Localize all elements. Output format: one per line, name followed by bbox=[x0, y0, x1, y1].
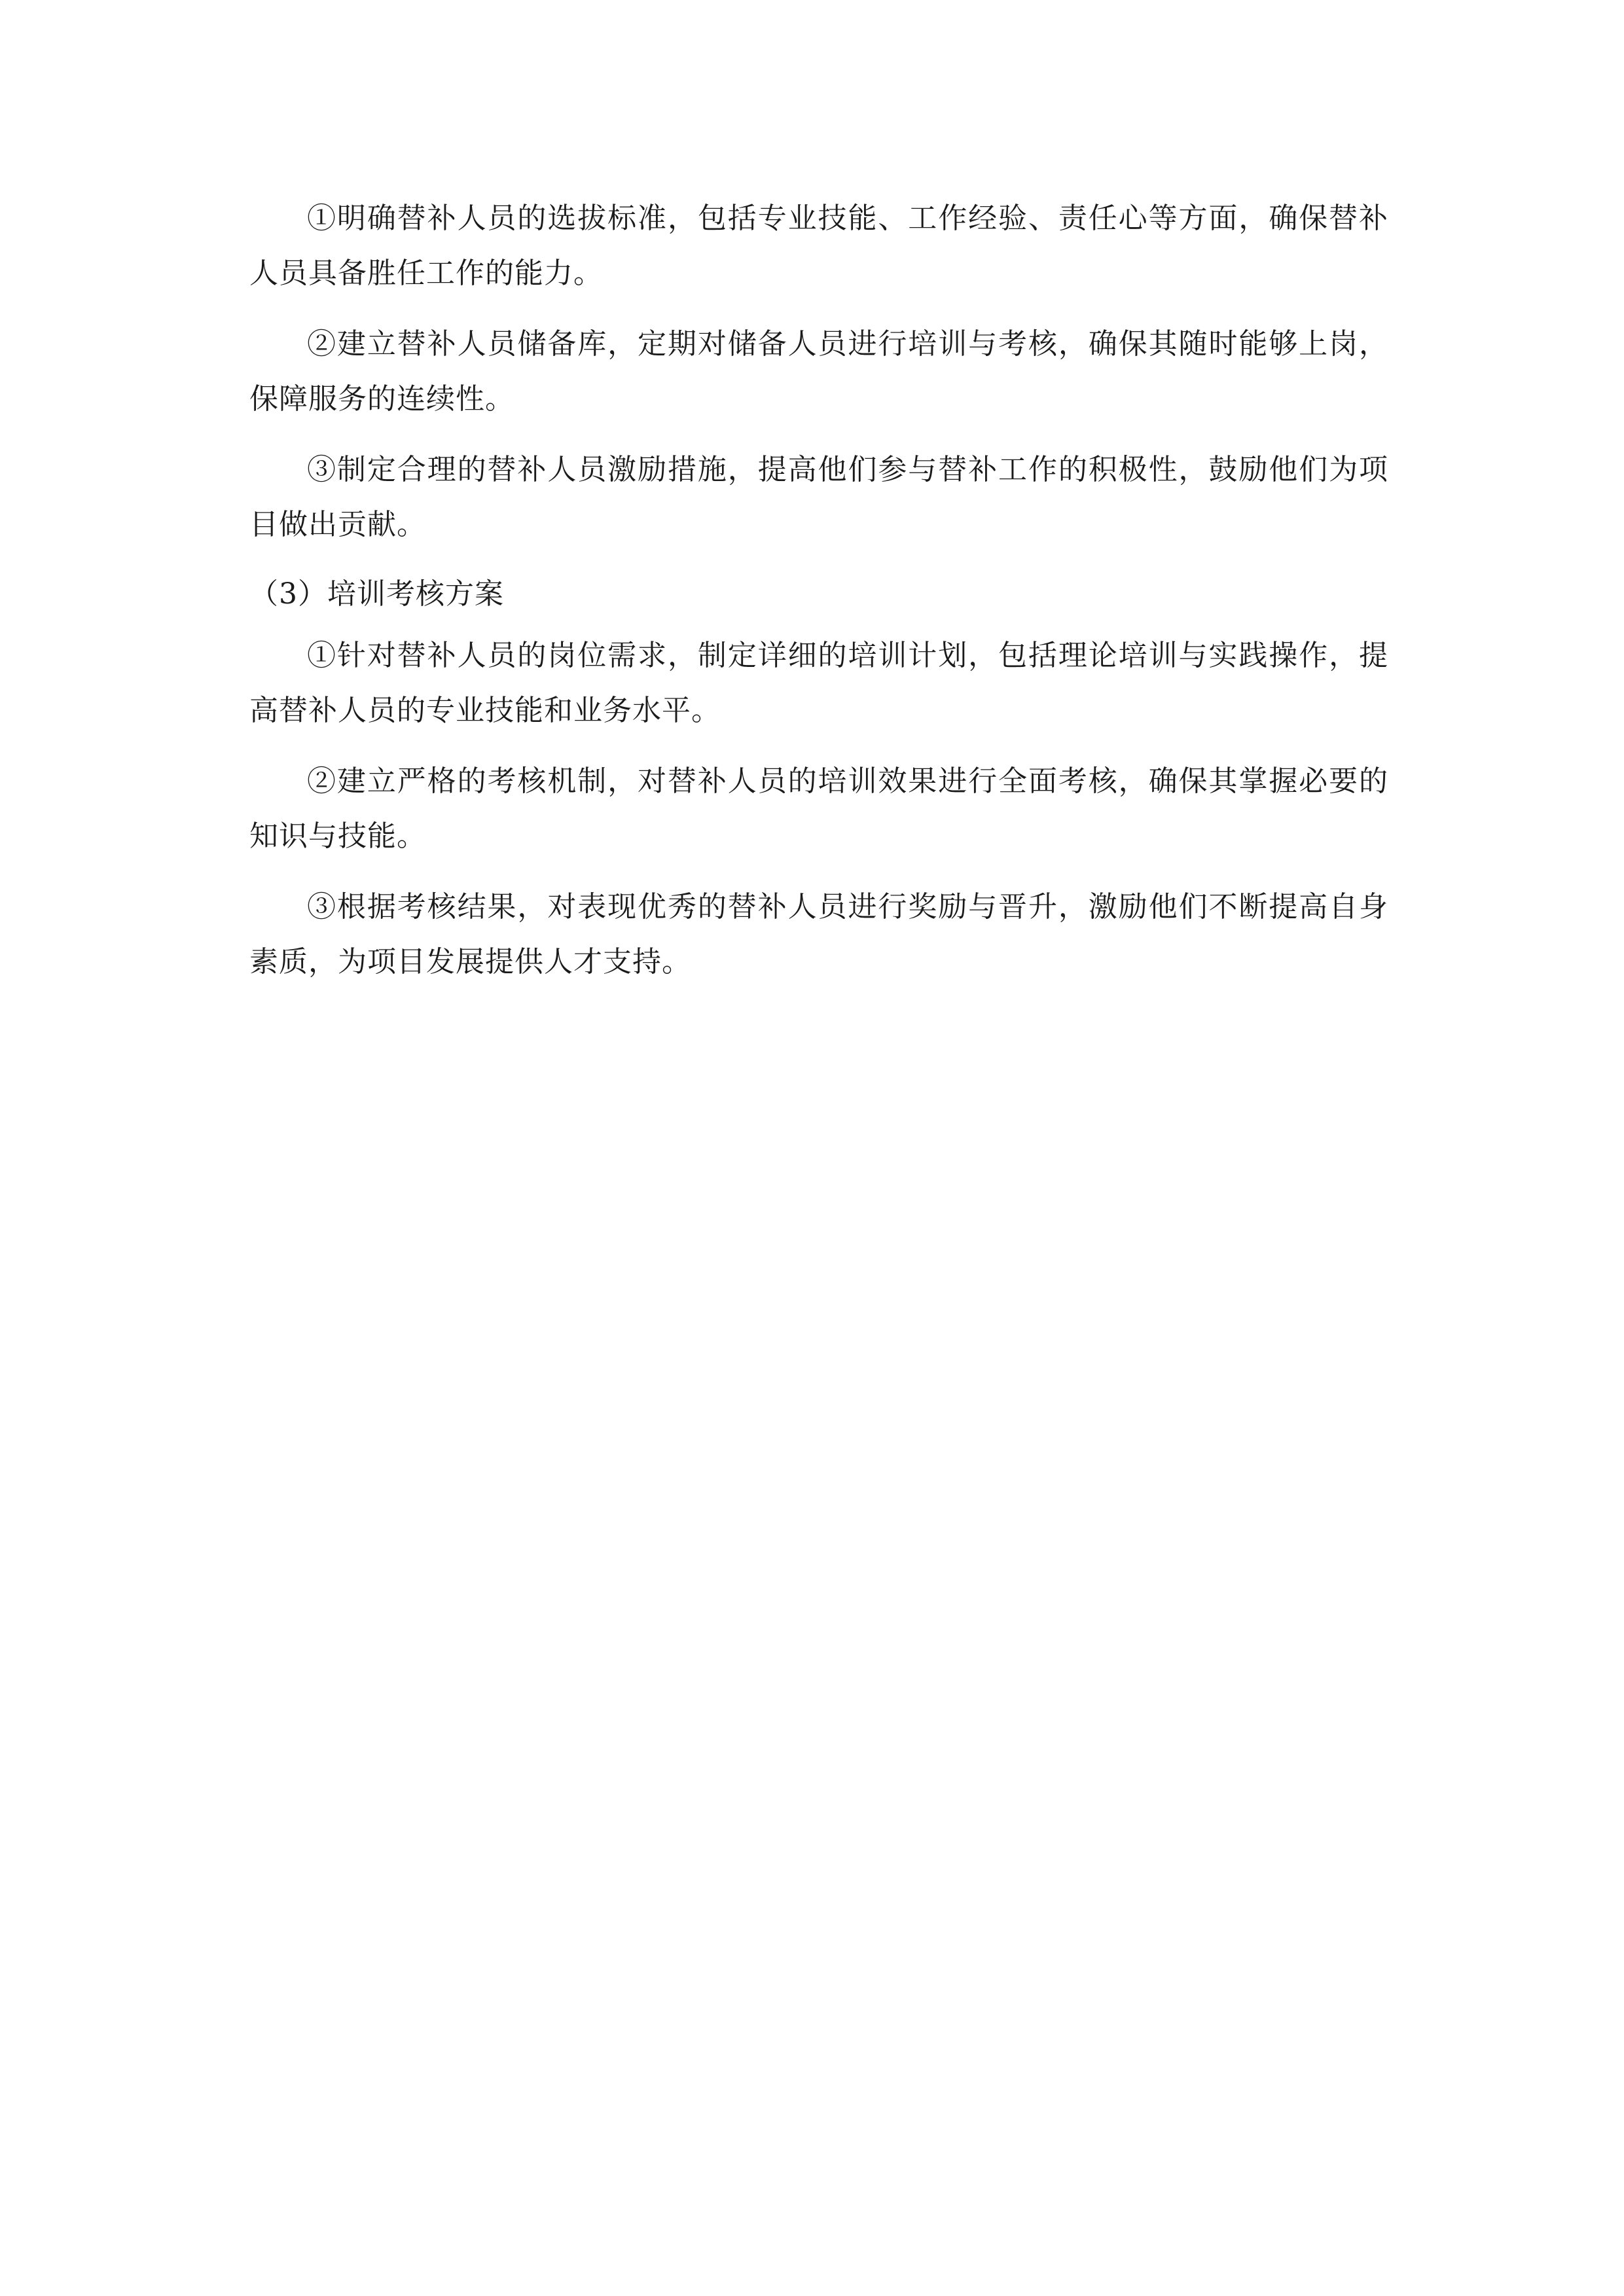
paragraph-assessment-mechanism: ②建立严格的考核机制，对替补人员的培训效果进行全面考核，确保其掌握必要的知识与技能。 bbox=[249, 764, 1388, 853]
paragraph-training-plan: ①针对替补人员的岗位需求，制定详细的培训计划，包括理论培训与实践操作，提高替补人员的专业技能和业务水平。 bbox=[249, 639, 1388, 727]
paragraph-incentive-measures: ③制定合理的替补人员激励措施，提高他们参与替补工作的积极性，鼓励他们为项目做出贡献。 bbox=[249, 453, 1388, 541]
paragraph-reserve-pool: ②建立替补人员储备库，定期对储备人员进行培训与考核，确保其随时能够上岗，保障服务的连续性。 bbox=[249, 327, 1388, 416]
section-heading-training: （3）培训考核方案 bbox=[249, 577, 504, 611]
document-body bbox=[249, 191, 1388, 1005]
paragraph-reward-promotion: ③根据考核结果，对表现优秀的替补人员进行奖励与晋升，激励他们不断提高自身素质，为项目发展提供人才支持。 bbox=[249, 890, 1388, 978]
paragraph-selection-standard: ①明确替补人员的选拔标准，包括专业技能、工作经验、责任心等方面，确保替补人员具备胜任工作的能力。 bbox=[249, 202, 1388, 290]
